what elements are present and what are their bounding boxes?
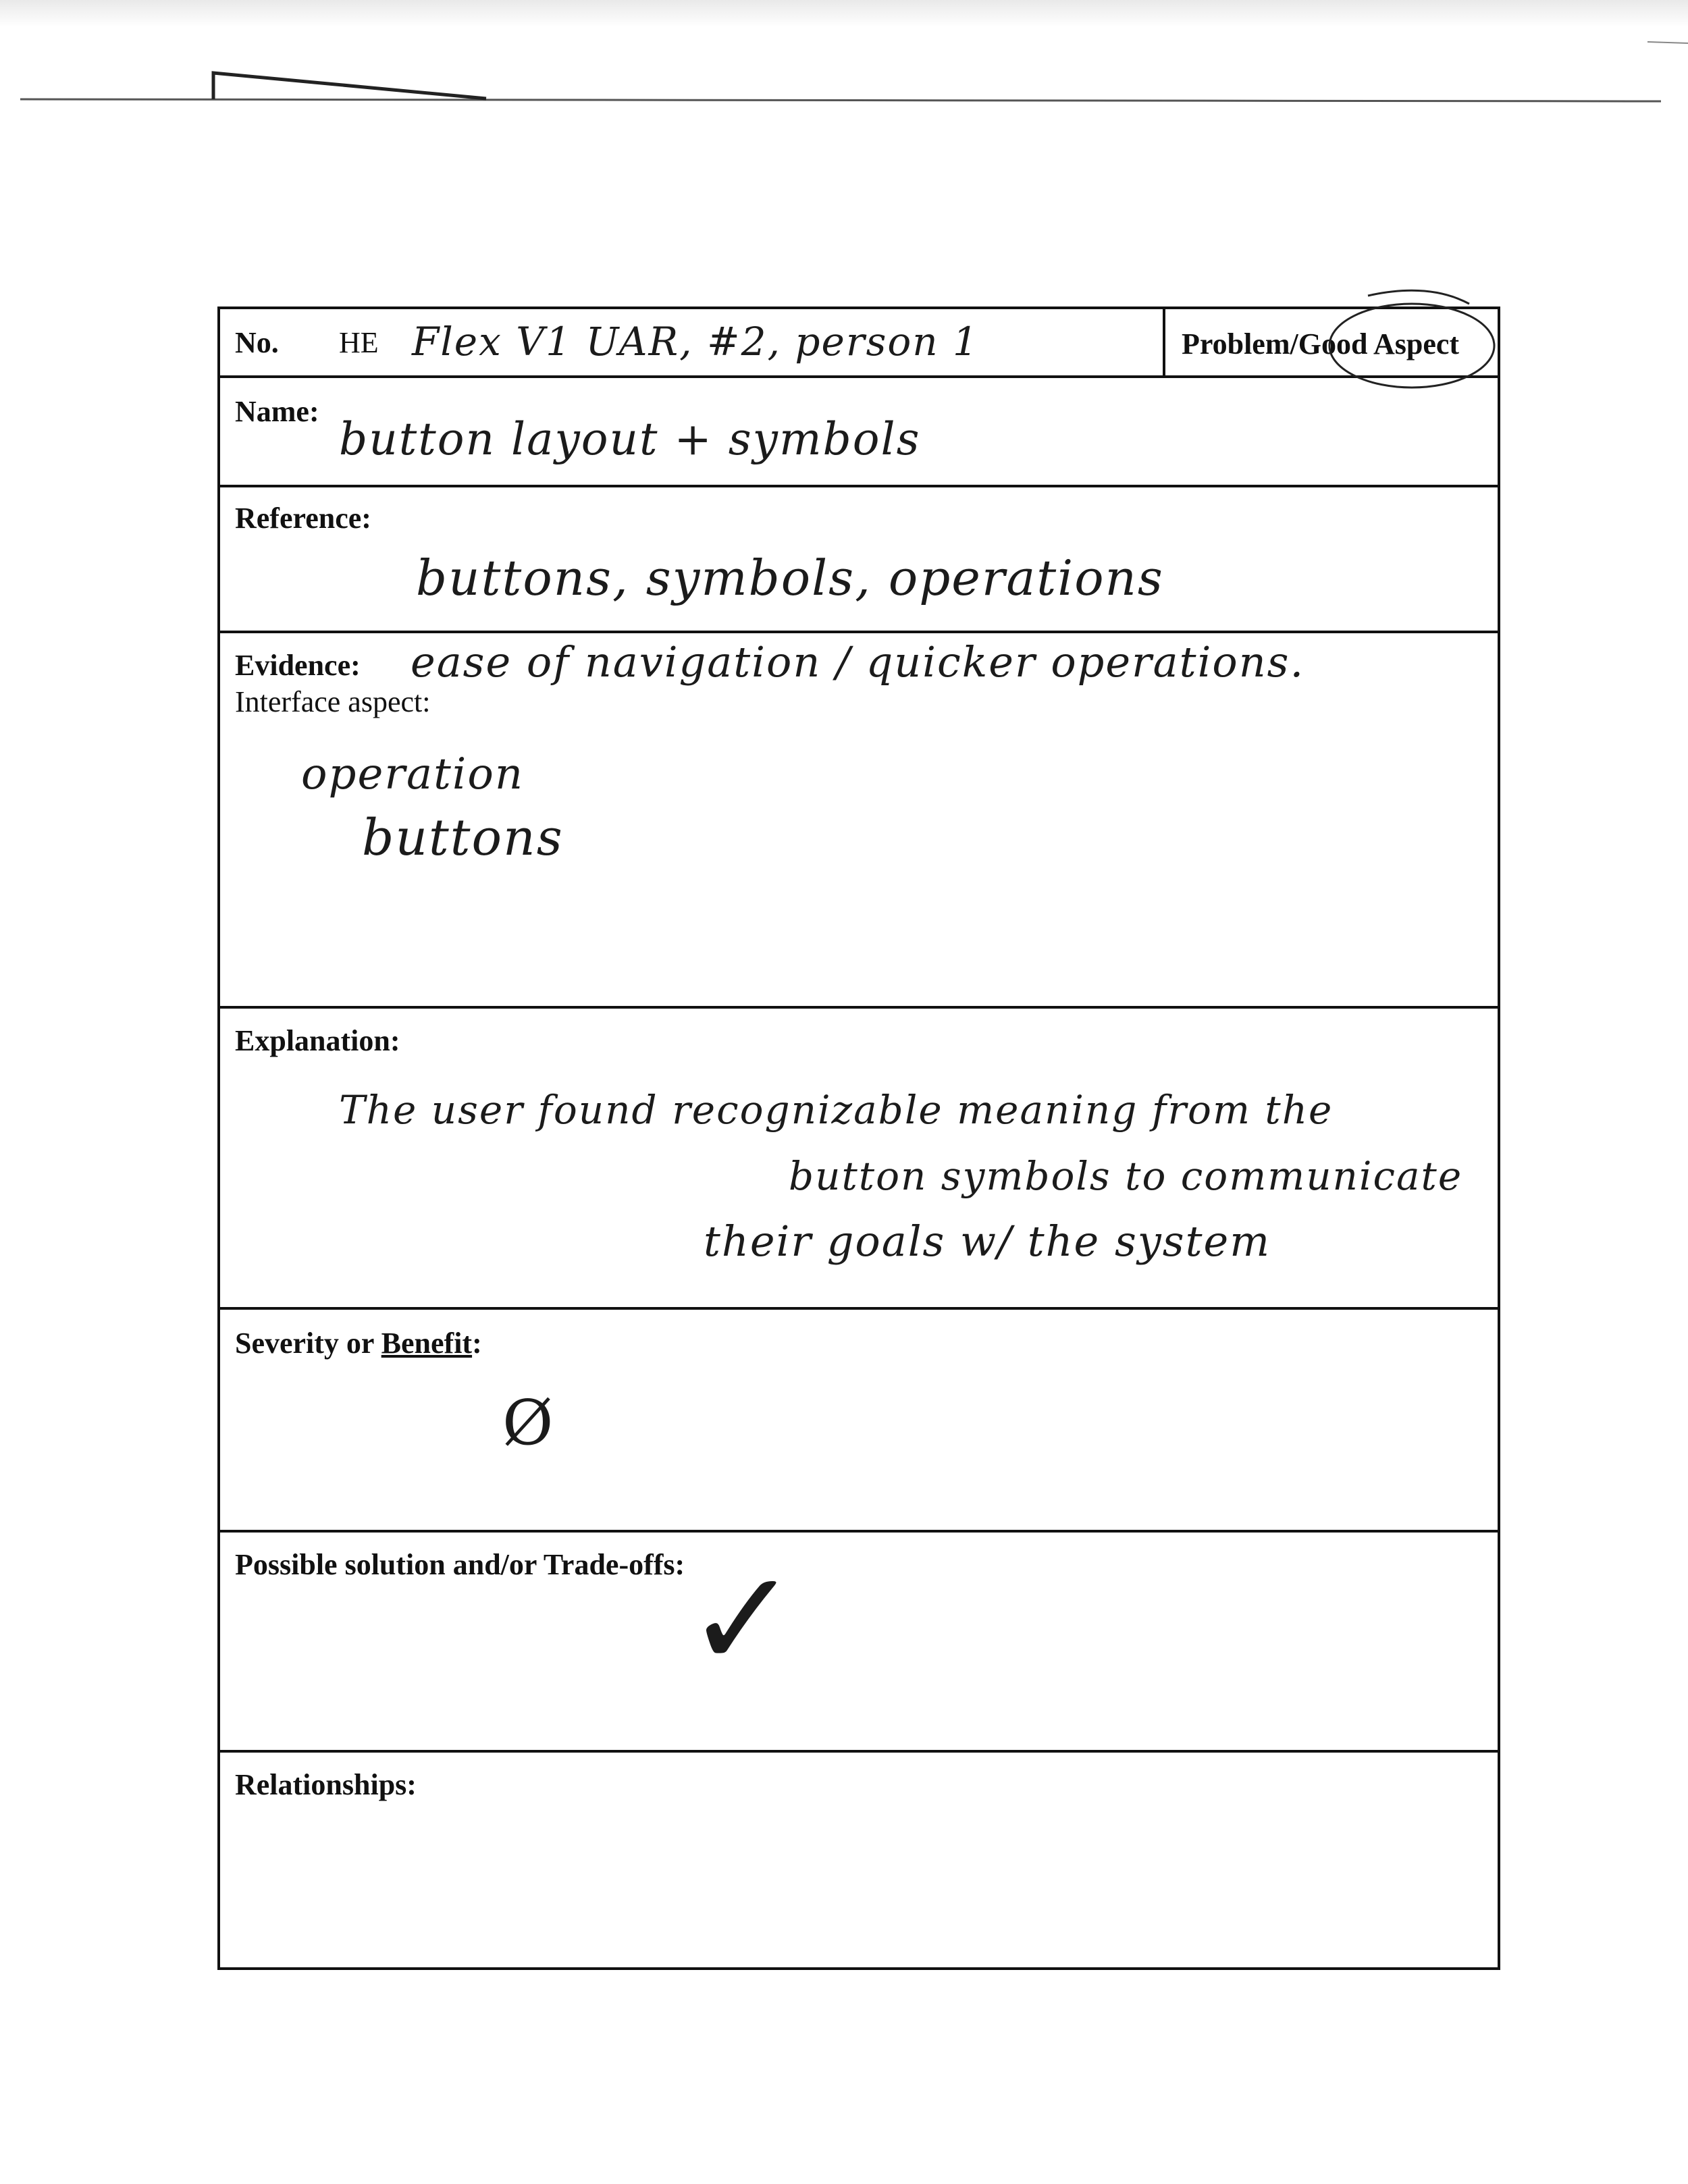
explanation-label: Explanation: — [235, 1024, 400, 1057]
name-label: Name: — [235, 395, 319, 428]
explanation-line2-handwritten: button symbols to communicate — [789, 1153, 1463, 1199]
name-row — [220, 378, 1498, 487]
evidence-row — [220, 633, 1498, 1009]
severity-value-handwritten: Ø — [502, 1387, 555, 1459]
stacked-page-edge — [0, 0, 1688, 149]
solution-checkmark: ✓ — [686, 1541, 801, 1699]
severity-benefit-label: Severity or Benefit: — [235, 1327, 482, 1360]
no-value-handwritten: Flex V1 UAR, #2, person 1 — [412, 319, 979, 365]
solution-row — [220, 1533, 1498, 1753]
number-row — [220, 309, 1498, 378]
reference-label: Reference: — [235, 502, 371, 535]
he-label: HE — [339, 326, 379, 359]
interface-aspect-line1-handwritten: operation — [301, 749, 525, 799]
interface-aspect-label: Interface aspect: — [235, 685, 431, 718]
explanation-line3-handwritten: their goals w/ the system — [704, 1217, 1271, 1266]
explanation-row — [220, 1009, 1498, 1310]
no-label: No. — [235, 326, 279, 359]
severity-benefit-row — [220, 1310, 1498, 1533]
relationships-label: Relationships: — [235, 1768, 417, 1801]
interface-aspect-line2-handwritten: buttons — [362, 809, 564, 867]
evidence-label: Evidence: — [235, 649, 361, 682]
explanation-line1-handwritten: The user found recognizable meaning from the — [339, 1087, 1334, 1133]
evidence-value-handwritten: ease of navigation / quicker operations. — [411, 637, 1305, 687]
heuristic-evaluation-form — [217, 307, 1500, 1970]
problem-good-aspect-label: Problem/Good Aspect — [1182, 327, 1460, 361]
solution-label: Possible solution and/or Trade-offs: — [235, 1548, 685, 1581]
relationships-row — [220, 1753, 1498, 1967]
reference-value-handwritten: buttons, symbols, operations — [416, 550, 1164, 606]
reference-row — [220, 487, 1498, 633]
number-row-divider — [1163, 309, 1165, 375]
name-value-handwritten: button layout + symbols — [339, 413, 921, 465]
